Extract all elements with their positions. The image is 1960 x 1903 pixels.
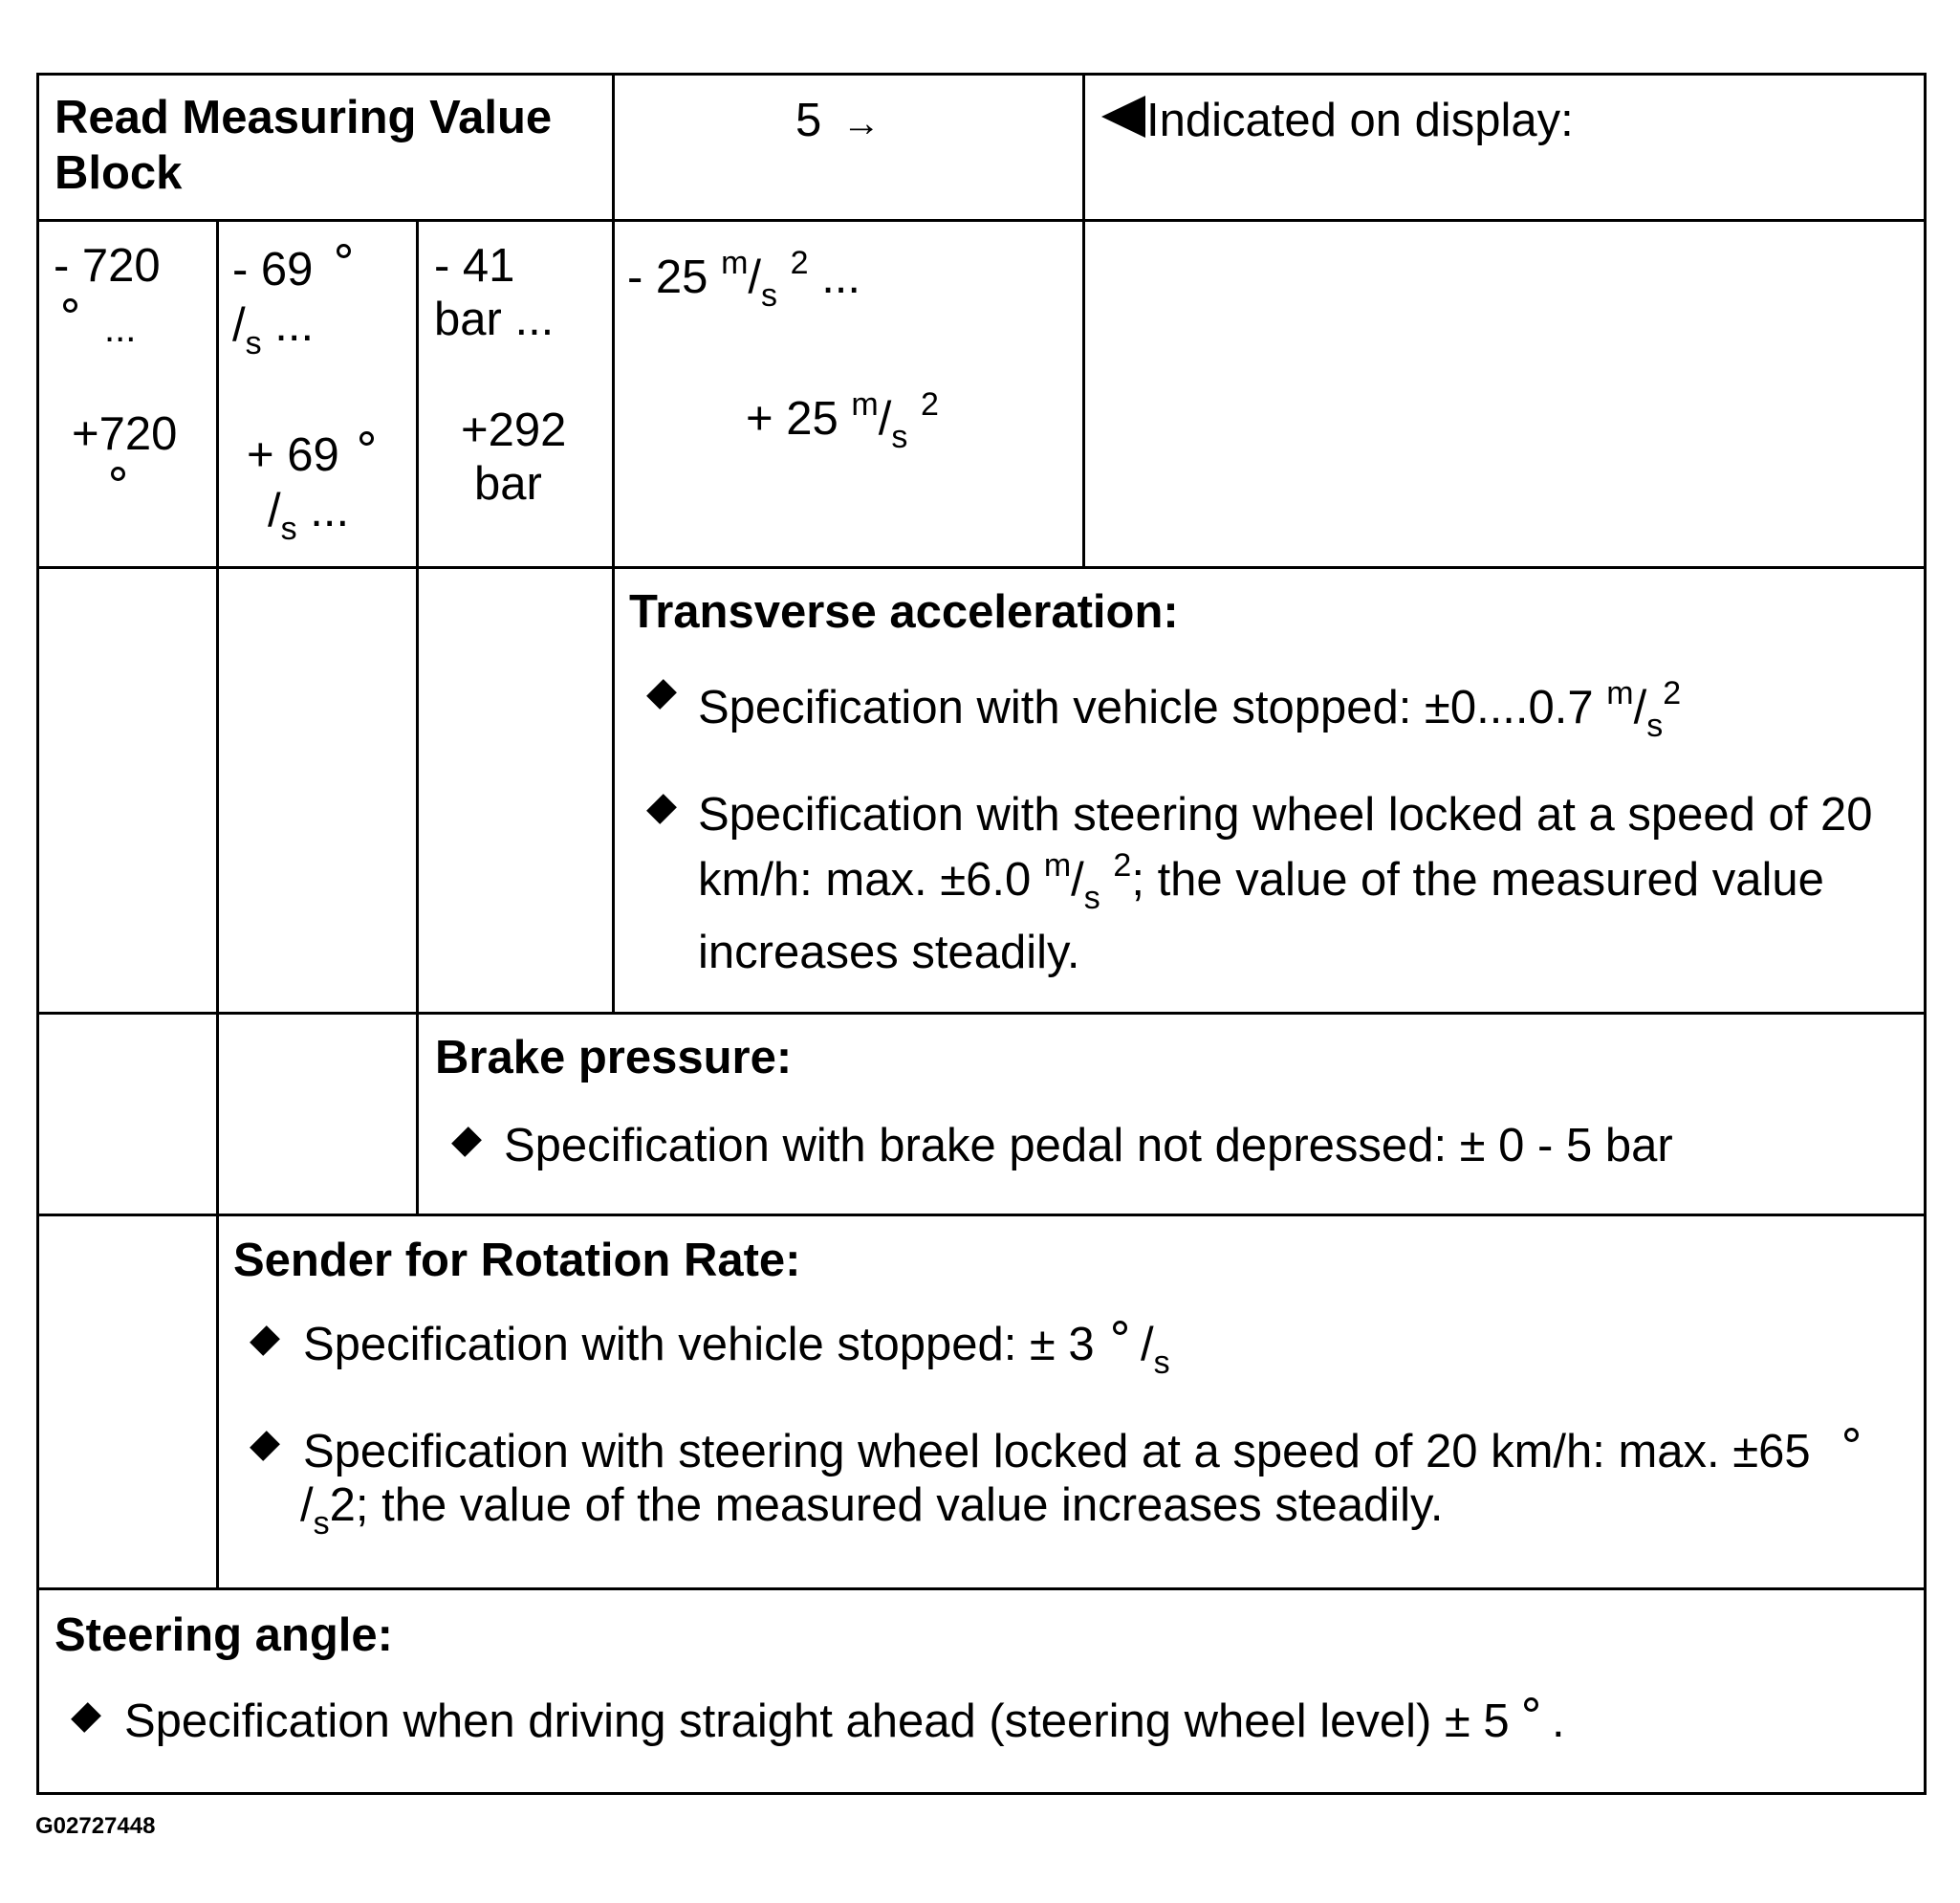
rotation-unit-sub: s	[313, 1505, 330, 1542]
rotation-unit-ellipsis: ...	[310, 485, 350, 536]
steering-heading: Steering angle:	[54, 1609, 393, 1661]
accel-unit-m: m	[851, 386, 879, 423]
accel-unit-m: m	[1043, 847, 1072, 884]
row-divider	[36, 1214, 1927, 1216]
pressure-range-max: +292	[461, 405, 567, 456]
rotation-unit-sub: s	[1153, 1345, 1170, 1381]
row-divider	[36, 219, 1927, 222]
rotation-unit-slash: /	[232, 299, 246, 351]
pressure-range-min-unit	[434, 293, 554, 346]
rotation-spec-locked-line2	[300, 1478, 1444, 1542]
accel-unit-slash: /	[1071, 854, 1084, 906]
pressure-unit: bar	[434, 294, 502, 345]
rotation-unit-slash: /	[300, 1479, 314, 1531]
rotation-spec-locked-line1	[303, 1425, 1859, 1478]
transverse-spec-stopped	[698, 675, 1682, 744]
accel-range-max	[746, 386, 939, 455]
degree-icon	[1524, 1697, 1538, 1712]
degree-icon	[111, 467, 125, 481]
rotation-spec-locked-text: Specification with steering wheel locked at a speed of 20 km/h: max. ±65	[303, 1426, 1811, 1477]
accel-unit-s: s	[891, 419, 908, 455]
transverse-spec-locked-line3: increases steadily.	[698, 927, 1080, 978]
accel-unit-m: m	[1606, 675, 1634, 711]
rotation-spec-stopped-text: Specification with vehicle stopped: ± 3	[303, 1319, 1095, 1370]
accel-unit-slash: /	[748, 252, 762, 303]
rotation-spec-stopped	[303, 1318, 1170, 1381]
accel-unit-exp: 2	[920, 386, 939, 423]
transverse-spec-locked-line1: Specification with steering wheel locked at a speed of 20	[698, 789, 1873, 841]
steering-spec-straight	[124, 1695, 1565, 1748]
col-divider	[1082, 73, 1085, 568]
figure-id: G02727448	[35, 1813, 156, 1839]
accel-unit-m: m	[721, 245, 749, 281]
rotation-unit-sub: s	[245, 325, 262, 361]
degree-icon	[337, 244, 351, 258]
transverse-spec-locked-prefix: km/h: max. ±6.0	[698, 854, 1032, 906]
accel-unit-slash: /	[1633, 682, 1647, 733]
accel-unit-slash: /	[878, 393, 892, 445]
pressure-unit-ellipsis: ...	[514, 294, 555, 345]
steering-range-max: +720	[72, 408, 178, 460]
rotation-unit-ellipsis: ...	[274, 299, 315, 351]
accel-unit-exp: 2	[790, 245, 809, 281]
rotation-unit-slash: /	[1140, 1319, 1154, 1370]
transverse-spec-locked-line2	[698, 847, 1824, 916]
steering-spec-straight-text: Specification when driving straight ahead (steering wheel level) ± 5	[124, 1695, 1510, 1747]
accel-unit-s: s	[1083, 880, 1100, 916]
accel-range-min-value: - 25	[627, 252, 708, 303]
rotation-range-max-unit	[268, 484, 350, 547]
transverse-heading: Transverse acceleration:	[629, 586, 1179, 638]
transverse-spec-stopped-text: Specification with vehicle stopped: ±0....0.7	[698, 682, 1594, 733]
block-number	[795, 94, 881, 150]
block-title: Read Measuring Value Block	[54, 92, 553, 199]
transverse-spec-locked-suffix: ; the value of the measured value	[1131, 854, 1824, 906]
arrow-right-icon: →	[841, 102, 881, 144]
steering-range-ellipsis: ...	[104, 308, 137, 350]
degree-icon	[1844, 1428, 1859, 1442]
accel-range-min	[627, 245, 861, 314]
rotation-heading: Sender for Rotation Rate:	[233, 1235, 801, 1286]
pressure-range-max-unit: bar	[474, 458, 542, 510]
display-indicator-label: Indicated on display:	[1146, 95, 1574, 146]
rotation-range-min: - 69	[232, 244, 314, 295]
accel-range-ellipsis: ...	[821, 252, 861, 303]
steering-spec-end: .	[1551, 1695, 1565, 1747]
accel-range-max-value: + 25	[746, 393, 838, 445]
col-divider	[612, 73, 615, 1013]
rotation-unit-slash: /	[268, 485, 281, 536]
triangle-left-icon	[1101, 96, 1145, 138]
col-divider	[216, 219, 219, 1588]
rotation-range-unit	[232, 298, 315, 361]
pressure-range-min: - 41	[434, 240, 515, 292]
degree-icon	[359, 431, 374, 446]
col-divider	[416, 219, 419, 1214]
accel-unit-exp: 2	[1663, 675, 1682, 711]
row-divider	[36, 1587, 1927, 1590]
row-divider	[36, 566, 1927, 569]
rotation-range-max: + 69	[247, 429, 339, 481]
degree-icon	[1113, 1321, 1127, 1335]
row-divider	[36, 1012, 1927, 1015]
degree-icon	[63, 298, 77, 313]
accel-unit-exp: 2	[1113, 847, 1132, 884]
rotation-unit-sub: s	[280, 511, 297, 547]
rotation-spec-locked-suffix: 2; the value of the measured value increases steadily.	[329, 1479, 1444, 1531]
accel-unit-s: s	[1646, 708, 1664, 744]
accel-unit-s: s	[761, 277, 778, 314]
steering-range-min: - 720	[54, 240, 161, 292]
brake-heading: Brake pressure:	[435, 1032, 793, 1083]
display-indicator	[1100, 94, 1574, 147]
block-number-value: 5	[795, 95, 822, 146]
brake-spec-not-depressed: Specification with brake pedal not depressed: ± 0 - 5 bar	[504, 1120, 1673, 1171]
